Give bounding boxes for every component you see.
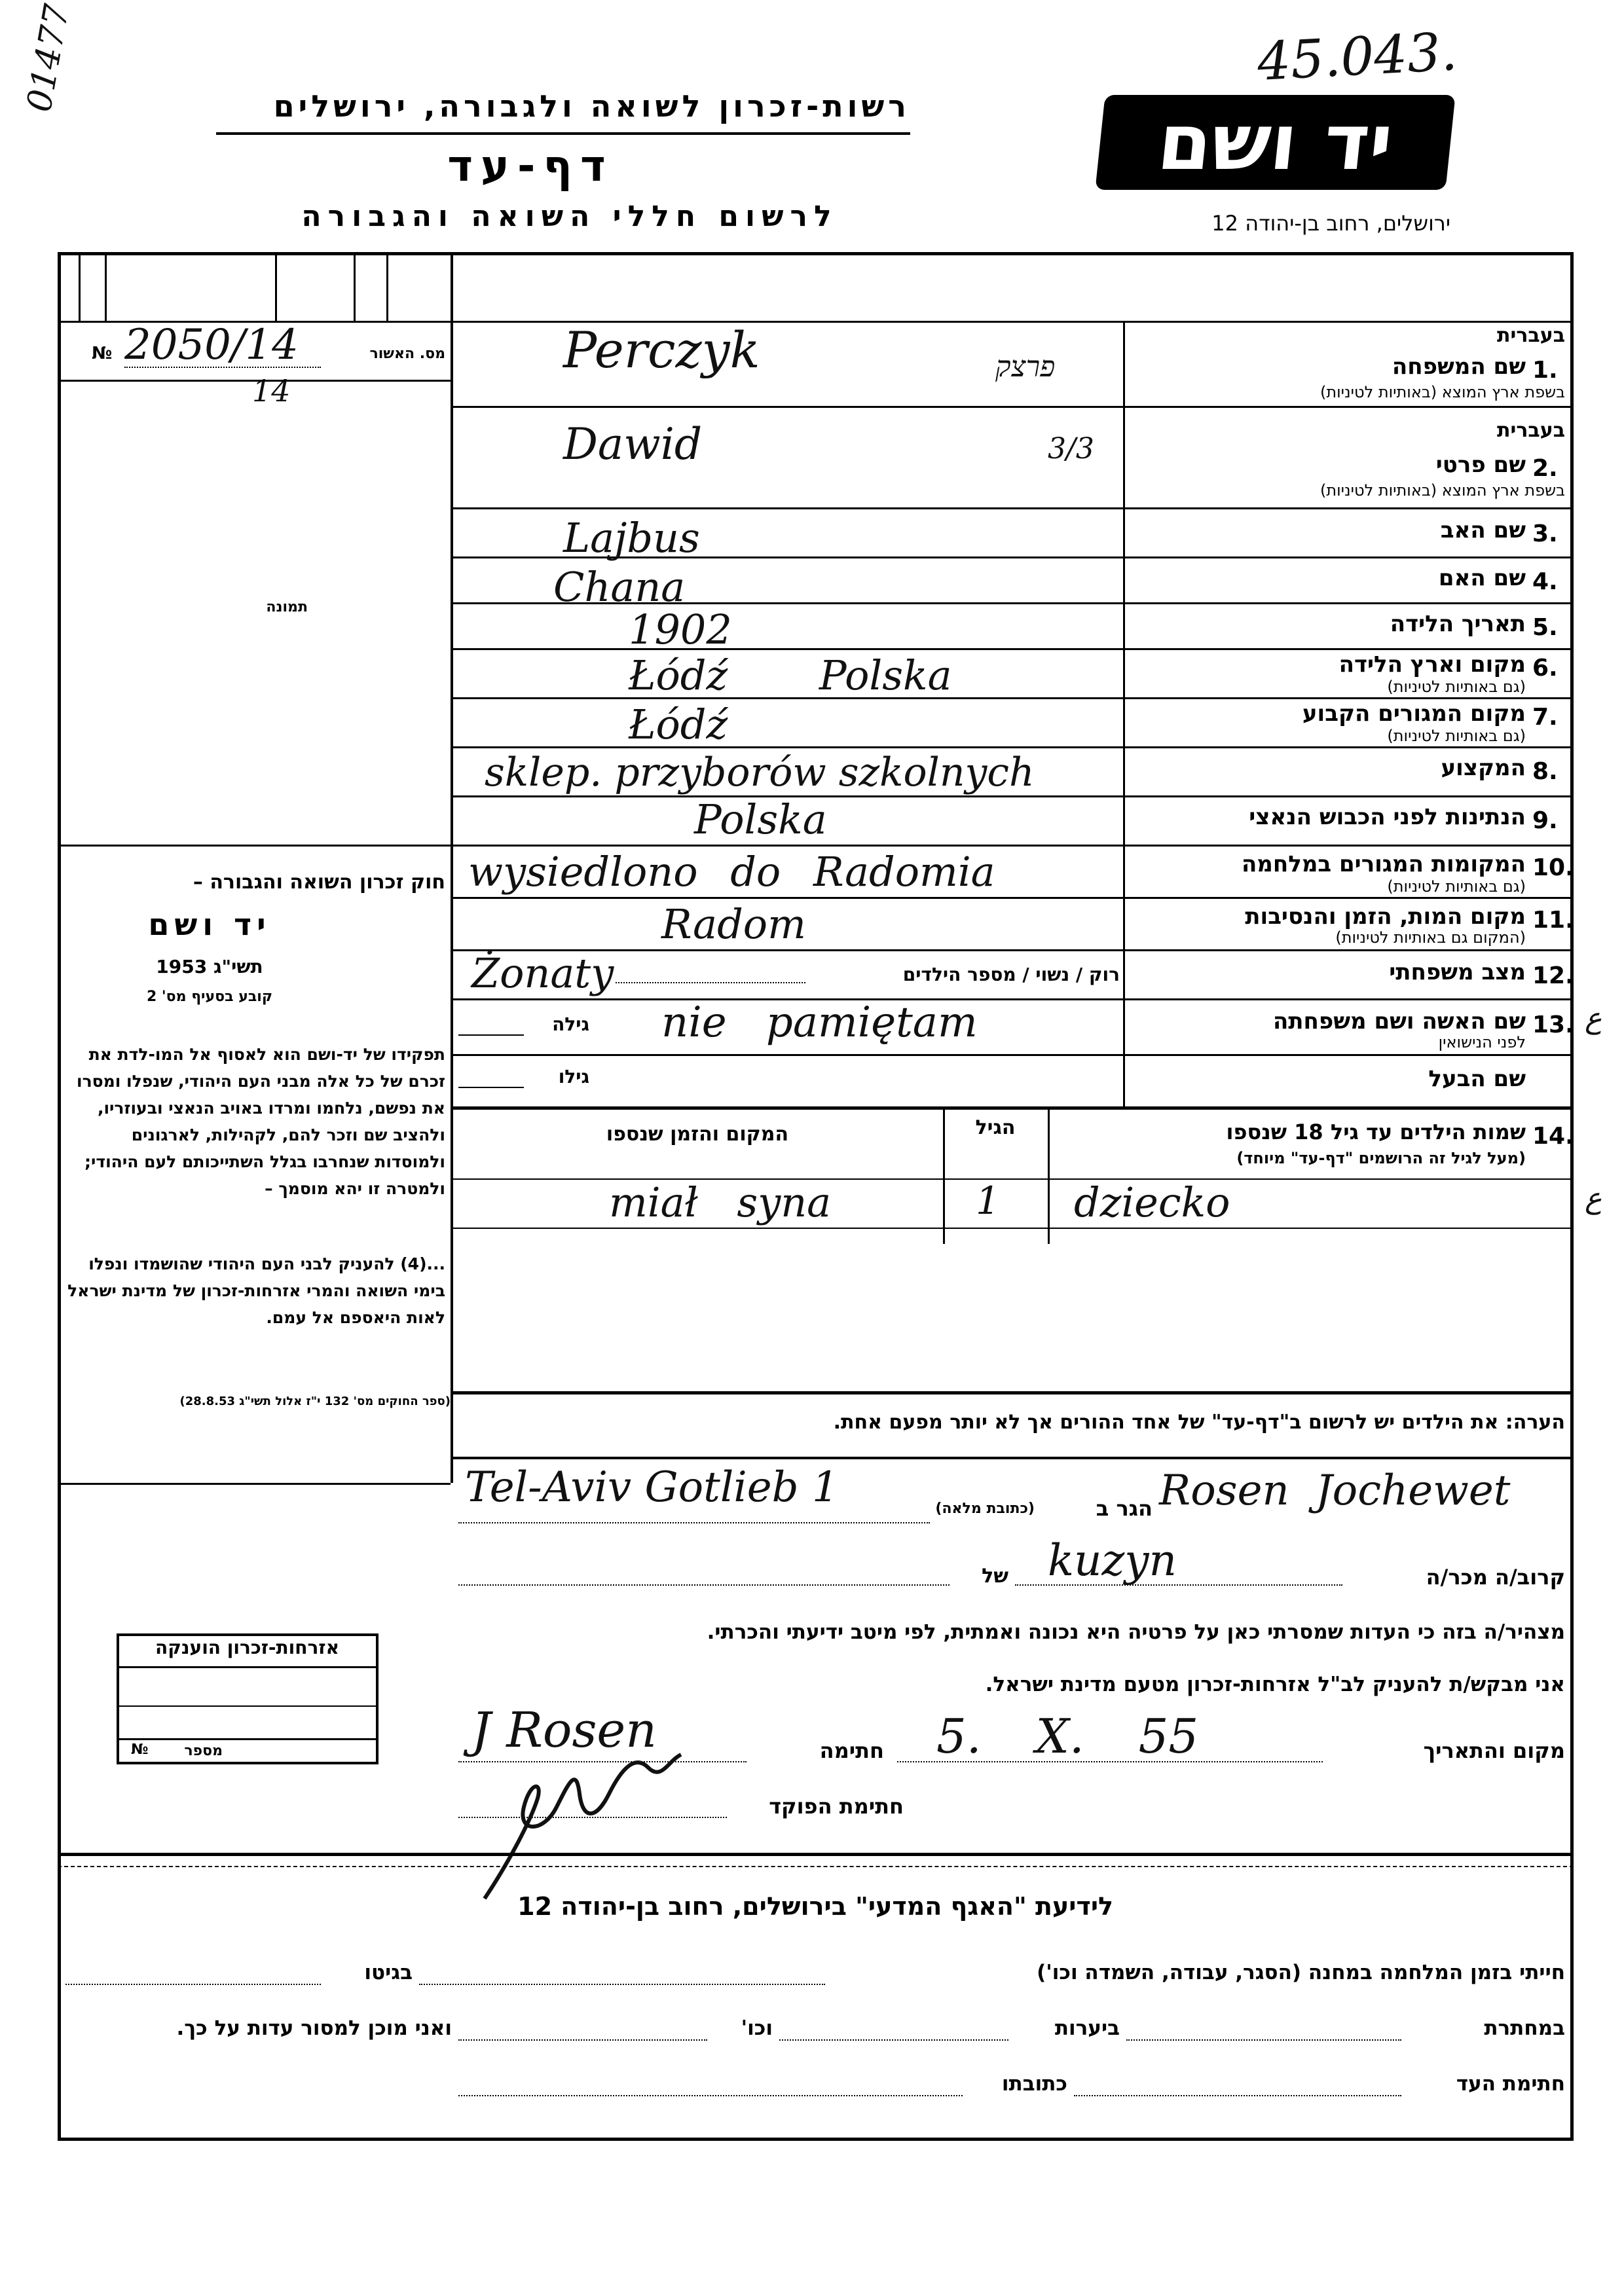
approval-prefix: № bbox=[92, 344, 113, 363]
approval-sub-number: 14 bbox=[252, 373, 291, 409]
child-1-place: miał syna bbox=[609, 1178, 832, 1226]
footer-notice: לידיעת "האגף המדעי" בירושלים, רחוב בן-יהודה 12 bbox=[517, 1892, 1113, 1921]
photo-label: תמונה bbox=[266, 599, 308, 615]
law-title: חוק זכרון השואה והגבורה – bbox=[193, 871, 445, 894]
margin-mark-2: ع bbox=[1585, 1182, 1602, 1215]
law-text-citizenship: ...(4) להעניק לבני העם היהודי שהושמדו ונפלו בימי השואה והמרי אזרחות-זכרון של מדינת ישראל לאות היאספם אל עמם. bbox=[67, 1254, 445, 1327]
declarant-address: Tel-Aviv Gotlieb 1 bbox=[465, 1463, 839, 1512]
field-1-value-hebrew: פרצק bbox=[995, 350, 1056, 384]
field-13-number: 13. bbox=[1532, 1011, 1574, 1038]
child-1-name: dziecko bbox=[1074, 1178, 1230, 1226]
field-13-value: nie pamiętam bbox=[661, 998, 978, 1047]
approval-label: מס. האשור bbox=[369, 346, 445, 362]
field-2-value-hebrew: 3/3 bbox=[1048, 432, 1094, 465]
field-10-label: המקומות המגורים במלחמה bbox=[1241, 851, 1526, 877]
footer-address: כתובתו bbox=[1001, 2072, 1067, 2096]
field-9-number: 9. bbox=[1532, 807, 1558, 834]
footer-underground: במחתרת bbox=[1484, 2016, 1565, 2040]
husband-name-label: שם הבעל bbox=[1428, 1066, 1526, 1092]
field-11-label: מקום המות, הזמן והנסיבות bbox=[1245, 903, 1526, 930]
left-column-divider bbox=[451, 252, 453, 1483]
field-4-value: Chana bbox=[553, 563, 686, 611]
top-handwritten-number: 45.043. bbox=[1255, 21, 1459, 92]
field-12-number: 12. bbox=[1532, 962, 1574, 989]
field-8-value: sklep. przyborów szkolnych bbox=[485, 750, 1035, 795]
field-6-label: מקום וארץ הלידה bbox=[1338, 651, 1526, 678]
field-3-number: 3. bbox=[1532, 520, 1558, 547]
children-col-age: הגיל bbox=[975, 1116, 1016, 1139]
declarant-address-label: (כתובת מלאה) bbox=[935, 1501, 1035, 1517]
footer-etc: וכו' bbox=[741, 2016, 773, 2040]
field-13-note: לפני הנישואין bbox=[1438, 1033, 1526, 1051]
citizenship-box-number-label: מספר bbox=[184, 1743, 223, 1759]
footer-line1-camp: חייתי בזמן המלחמה במחנה (הסגר, עבודה, השמדה וכו') bbox=[1037, 1961, 1565, 1984]
field-7-note: (גם באותיות לטיניות) bbox=[1387, 727, 1526, 745]
officer-signature-label: חתימת הפוקד bbox=[769, 1794, 904, 1819]
field-3-label: שם האב bbox=[1440, 517, 1526, 543]
field-4-label: שם האם bbox=[1438, 565, 1526, 591]
law-source: (ספר החוקים מס' 132 י"ז אלול תשי"ג 28.8.53) bbox=[179, 1394, 451, 1408]
field-4-number: 4. bbox=[1532, 568, 1558, 595]
remark: הערה: את הילדים יש לרשום ב"דף-עד" של אחד ההורים אך לא יותר מפעם אחת. bbox=[833, 1411, 1565, 1434]
law-text-purpose: תפקידו של יד-ושם הוא לאסוף אל המו-לדת את זכרם של כל אלה מבני העם היהודי, שנפלו ומסרו את נפשם, נלחמו ומרדו באויב הנאצי ובעוזריו, ולהציב שם וזכר להם, לקהילות, לארגונים ולמוסדות שנחרבו בגלל השתייכותם לעם היהודי; ולמטרה זו יהא מוסמך – bbox=[77, 1045, 445, 1198]
field-9-value: Polska bbox=[694, 795, 827, 843]
relation-value: kuzyn bbox=[1048, 1535, 1177, 1586]
field-7-value: Łódź bbox=[629, 701, 728, 748]
field-1-label: שם המשפחה bbox=[1392, 354, 1526, 380]
field-6-number: 6. bbox=[1532, 655, 1558, 682]
field-6-value: Łódź Polska bbox=[629, 651, 952, 699]
field-11-note: (המקום גם באותיות לטיניות) bbox=[1335, 928, 1526, 947]
field-1-value: Perczyk bbox=[563, 321, 760, 379]
approval-number: 2050/14 bbox=[124, 321, 299, 369]
husband-age-label: גילו bbox=[558, 1066, 589, 1087]
field-5-value: 1902 bbox=[629, 606, 732, 653]
field-10-number: 10. bbox=[1532, 854, 1574, 881]
children-number: 14. bbox=[1532, 1123, 1574, 1150]
margin-handwritten-number: 01477 bbox=[20, 1, 77, 115]
child-1-age: 1 bbox=[976, 1178, 1000, 1223]
footer-ready-testify: ואני מוכן למסור עדות על כך. bbox=[176, 2016, 452, 2040]
children-note: (מעל לגיל זה הרושמים "דף-עד" מיוחד) bbox=[1236, 1149, 1526, 1167]
law-name: יד ושם bbox=[148, 907, 271, 942]
field-5-number: 5. bbox=[1532, 614, 1558, 641]
field-9-label: הנתינות לפני הכבוש הנאצי bbox=[1249, 804, 1526, 830]
field-1-note: בשפת ארץ המוצא (באותיות לטיניות) bbox=[1320, 383, 1565, 401]
field-5-label: תאריך הלידה bbox=[1390, 611, 1526, 637]
relative-label: קרוב/ה מכר/ה bbox=[1426, 1565, 1565, 1590]
footer-forests: ביערות bbox=[1054, 2016, 1120, 2040]
authority-underline bbox=[216, 132, 910, 135]
law-year: תשי"ג 1953 bbox=[156, 956, 263, 977]
yad-vashem-logo: יד ושם bbox=[1095, 95, 1455, 190]
field-2-label: שם פרטי bbox=[1435, 452, 1526, 478]
authority-name: רשות-זכרון לשואה ולגבורה, ירושלים bbox=[273, 88, 910, 124]
declarant-resident-label: הגר ב bbox=[1096, 1496, 1153, 1521]
field-2-hebrew-tag: בעברית bbox=[1497, 419, 1565, 442]
field-12-value: Żonaty bbox=[471, 949, 614, 997]
declaration-1: מצהיר/ה בזה כי העדות שמסרתי כאן על פרטיה היא נכונה ואמתית, לפי מיטב ידיעתי והכרתי. bbox=[707, 1620, 1565, 1644]
law-clause: קובע בסעיף מס' 2 bbox=[146, 989, 273, 1005]
field-8-label: המקצוע bbox=[1441, 755, 1526, 781]
field-7-number: 7. bbox=[1532, 704, 1558, 731]
children-label: שמות הילדים עד גיל 18 שנספו bbox=[1226, 1120, 1526, 1144]
footer-witness-signature: חתימת העד bbox=[1456, 2072, 1565, 2096]
field-7-label: מקום המגורים הקבוע bbox=[1302, 701, 1526, 727]
field-10-value: wysiedlono do Radomia bbox=[468, 848, 995, 896]
declarant-name: Rosen Jochewet bbox=[1159, 1467, 1511, 1515]
field-12-options: רוק / נשוי / מספר הילדים bbox=[902, 964, 1120, 985]
form-subtitle: לרשום חללי השואה והגבורה bbox=[301, 200, 838, 233]
margin-mark-1: ع bbox=[1585, 1002, 1602, 1035]
field-1-hebrew-tag: בעברית bbox=[1497, 324, 1565, 347]
field-11-number: 11. bbox=[1532, 907, 1574, 934]
address: ירושלים, רחוב בן-יהודה 12 bbox=[1211, 211, 1450, 236]
field-13-label: שם האשה ושם משפחתה bbox=[1272, 1008, 1526, 1034]
footer-line1-ghetto: בגיטו bbox=[364, 1961, 413, 1984]
field-11-value: Radom bbox=[661, 900, 806, 948]
field-8-number: 8. bbox=[1532, 758, 1558, 785]
label-column-divider bbox=[1123, 321, 1125, 1106]
field-1-number: 1. bbox=[1532, 357, 1558, 384]
field-2-note: בשפת ארץ המוצא (באותיות לטיניות) bbox=[1320, 481, 1565, 500]
date-value: 5. X. 55 bbox=[936, 1709, 1199, 1764]
signature-label: חתימה bbox=[819, 1738, 884, 1763]
field-3-value: Lajbus bbox=[563, 514, 700, 562]
citizenship-box-prefix: № bbox=[131, 1741, 149, 1758]
field-6-note: (גם באותיות לטיניות) bbox=[1387, 678, 1526, 696]
form-title: דף-עד bbox=[447, 141, 614, 191]
field-2-number: 2. bbox=[1532, 455, 1558, 482]
declaration-2: אני מבקש/ת להעניק לב"ל אזרחות-זכרון מטעם מדינת ישראל. bbox=[985, 1673, 1565, 1696]
citizenship-box-title: אזרחות-זכרון הוענקה bbox=[155, 1637, 339, 1658]
place-date-label: מקום והתאריך bbox=[1423, 1738, 1565, 1763]
field-12-label: מצב משפחתי bbox=[1389, 959, 1526, 985]
declarant-signature: J Rosen bbox=[471, 1702, 657, 1758]
officer-signature bbox=[458, 1741, 733, 1912]
field-10-note: (גם באותיות לטיניות) bbox=[1387, 877, 1526, 896]
children-col-place-time: המקום והזמן שנספו bbox=[606, 1123, 789, 1146]
of-label: של bbox=[982, 1565, 1008, 1588]
field-13-age-label: גילה bbox=[552, 1013, 589, 1035]
field-2-value: Dawid bbox=[563, 419, 703, 469]
